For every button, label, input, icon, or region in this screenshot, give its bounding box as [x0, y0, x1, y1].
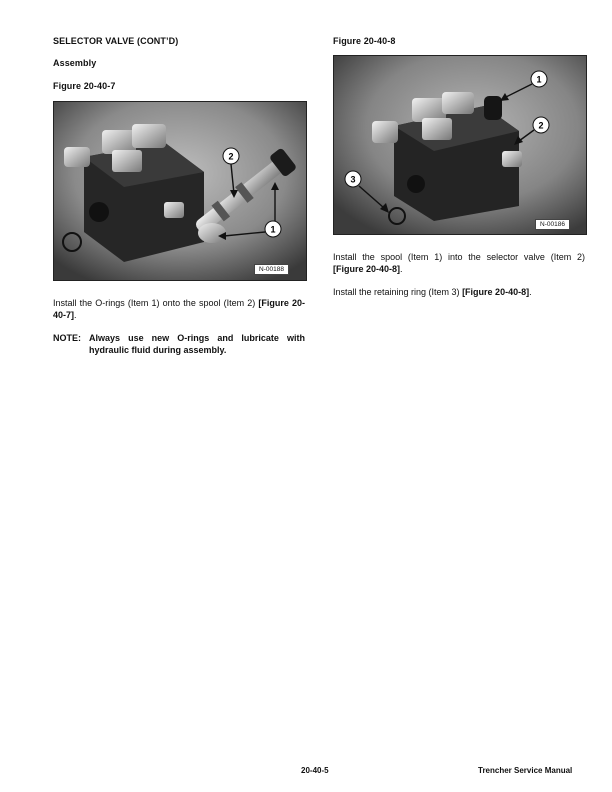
- paragraph-text: Install the spool (Item 1) into the selector valve (Item 2): [333, 252, 585, 262]
- figure-20-40-8-photo: [333, 55, 587, 235]
- note-text: Always use new O-rings and lubricate with hydraulic fluid during assembly.: [89, 333, 305, 355]
- callout-2: 2: [228, 151, 234, 162]
- spool-install-paragraph: [333, 251, 585, 275]
- callout-3: 3: [350, 174, 356, 185]
- callout-2: 2: [538, 120, 544, 131]
- paragraph-suffix: .: [74, 310, 77, 320]
- assembly-instruction-paragraph: [53, 297, 305, 321]
- manual-title: Trencher Service Manual: [478, 766, 573, 775]
- figure-code: N-00186: [535, 219, 570, 230]
- figure-reference: [Figure 20-40-8]: [462, 287, 530, 297]
- figure-reference: [Figure 20-40-8]: [333, 264, 401, 274]
- figure-code: N-00188: [254, 264, 289, 275]
- retaining-ring-paragraph: [333, 286, 585, 298]
- callout-1: 1: [270, 224, 276, 235]
- paragraph-text: Install the retaining ring (Item 3): [333, 287, 463, 297]
- figure-20-40-7-photo: [53, 101, 307, 281]
- valve-disassembled-illustration: [54, 102, 306, 280]
- page-number: 20-40-5: [301, 766, 329, 775]
- note-block: [53, 332, 305, 356]
- paragraph-text: Install the O-rings (Item 1) onto the spool (Item 2): [53, 298, 259, 308]
- subheading-assembly: Assembly: [53, 58, 97, 68]
- paragraph-suffix: .: [400, 264, 403, 274]
- figure-reference: [Figure 20-40-7]: [53, 298, 305, 320]
- valve-assembled-illustration: [334, 56, 586, 234]
- section-title: SELECTOR VALVE (CONT’D): [53, 36, 179, 46]
- figure-label-20-40-7: Figure 20-40-7: [53, 81, 116, 91]
- note-label: NOTE:: [53, 333, 81, 343]
- callout-1: 1: [536, 74, 542, 85]
- figure-label-20-40-8: Figure 20-40-8: [333, 36, 396, 46]
- paragraph-suffix: .: [529, 287, 532, 297]
